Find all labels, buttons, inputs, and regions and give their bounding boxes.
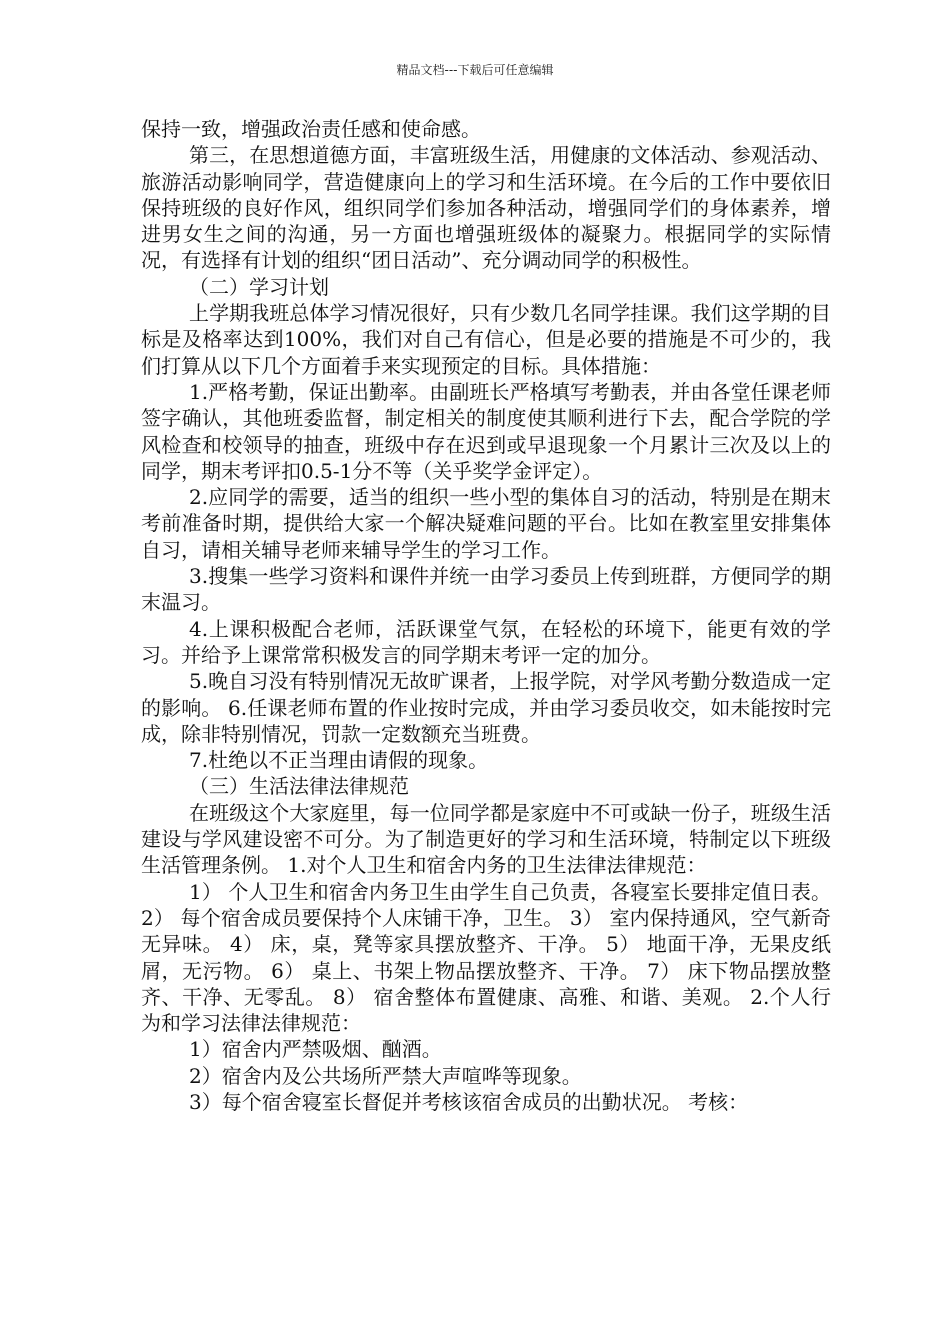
paragraph-measure-7: 7.杜绝以不正当理由请假的现象。 bbox=[189, 748, 489, 773]
paragraph-continuation: 保持一致，增强政治责任感和使命感。 bbox=[141, 117, 481, 141]
paragraph-measure-5-6: 5.晚自习没有特别情况无故旷课者，上报学院，对学风考勤分数造成一定的影响。 6.任课老师布置的作业按时完成，并由学习委员收交，如未能按时完成，除非特别情况，罚款一定数额充当班费。 bbox=[141, 669, 831, 746]
paragraph-measure-2: 2.应同学的需要，适当的组织一些小型的集体自习的活动，特别是在期末考前准备时期，提供给大家一个解决疑难问题的平台。比如在教室里安排集体自习，请相关辅导老师来辅导学生的学习工作。 bbox=[141, 485, 831, 562]
paragraph-rule-no-smoking: 1）宿舍内严禁吸烟、酗酒。 bbox=[189, 1037, 442, 1062]
section-heading-study-plan: （二）学习计划 bbox=[189, 274, 329, 299]
section-heading-life-rules: （三）生活法律法律规范 bbox=[189, 774, 409, 799]
paragraph-rule-attendance: 3）每个宿舍寝室长督促并考核该宿舍成员的出勤状况。 考核： bbox=[189, 1089, 749, 1114]
paragraph-measure-1: 1.严格考勤，保证出勤率。由副班长严格填写考勤表，并由各堂任课老师签字确认，其他班委监督，制定相关的制度使其顺利进行下去，配合学院的学风检查和校领导的抽查，班级中存在迟到或早退现象一个月累计三次及以上的同学，期末考评扣0.5-1分不等（关乎奖学金评定）。 bbox=[141, 379, 831, 483]
paragraph-rule-no-noise: 2）宿舍内及公共场所严禁大声喧哗等现象。 bbox=[189, 1063, 582, 1088]
paragraph-measure-3: 3.搜集一些学习资料和课件并统一由学习委员上传到班群，方便同学的期末温习。 bbox=[141, 564, 831, 615]
document-body bbox=[141, 116, 831, 1115]
paragraph-moral-education: 第三，在思想道德方面，丰富班级生活，用健康的文体活动、参观活动、旅游活动影响同学，营造健康向上的学习和生活环境。在今后的工作中要依旧保持班级的良好作风，组织同学们参加各种活动，增强同学们的身体素养，增进男女生之间的沟通，另一方面也增强班级体的凝聚力。根据同学的实际情况，有选择有计划的组织“团日活动”、充分调动同学的积极性。 bbox=[141, 143, 831, 273]
paragraph-hygiene-rules: 1） 个人卫生和宿舍内务卫生由学生自己负责，各寝室长要排定值日表。 2） 每个宿舍成员要保持个人床铺干净，卫生。 3） 室内保持通风，空气新奇无异味。 4） 床，桌，凳等家具摆放整齐、干净。 5） 地面干净，无果皮纸屑，无污物。 6） 桌上、书架上物品摆放整齐、干净。 7） 床下物品摆放整齐、干净、无零乱。 8） 宿舍整体布置健康、高雅、和谐、美观。 2.个人行为和学习法律法律规范： bbox=[141, 879, 831, 1036]
paragraph-life-overview: 在班级这个大家庭里，每一位同学都是家庭中不可或缺一份子，班级生活建设与学风建设密不可分。为了制造更好的学习和生活环境，特制定以下班级生活管理条例。 1.对个人卫生和宿舍内务的卫生法律法律规范： bbox=[141, 800, 831, 878]
paragraph-measure-4: 4.上课积极配合老师，活跃课堂气氛，在轻松的环境下，能更有效的学习。并给予上课常常积极发言的同学期末考评一定的加分。 bbox=[141, 616, 831, 667]
page-header: 精品文档---下载后可任意编辑 bbox=[396, 63, 554, 77]
paragraph-study-overview: 上学期我班总体学习情况很好，只有少数几名同学挂课。我们这学期的目标是及格率达到100%，我们对自己有信心，但是必要的措施是不可少的，我们打算从以下几个方面着手来实现预定的目标。具体措施： bbox=[141, 301, 831, 378]
